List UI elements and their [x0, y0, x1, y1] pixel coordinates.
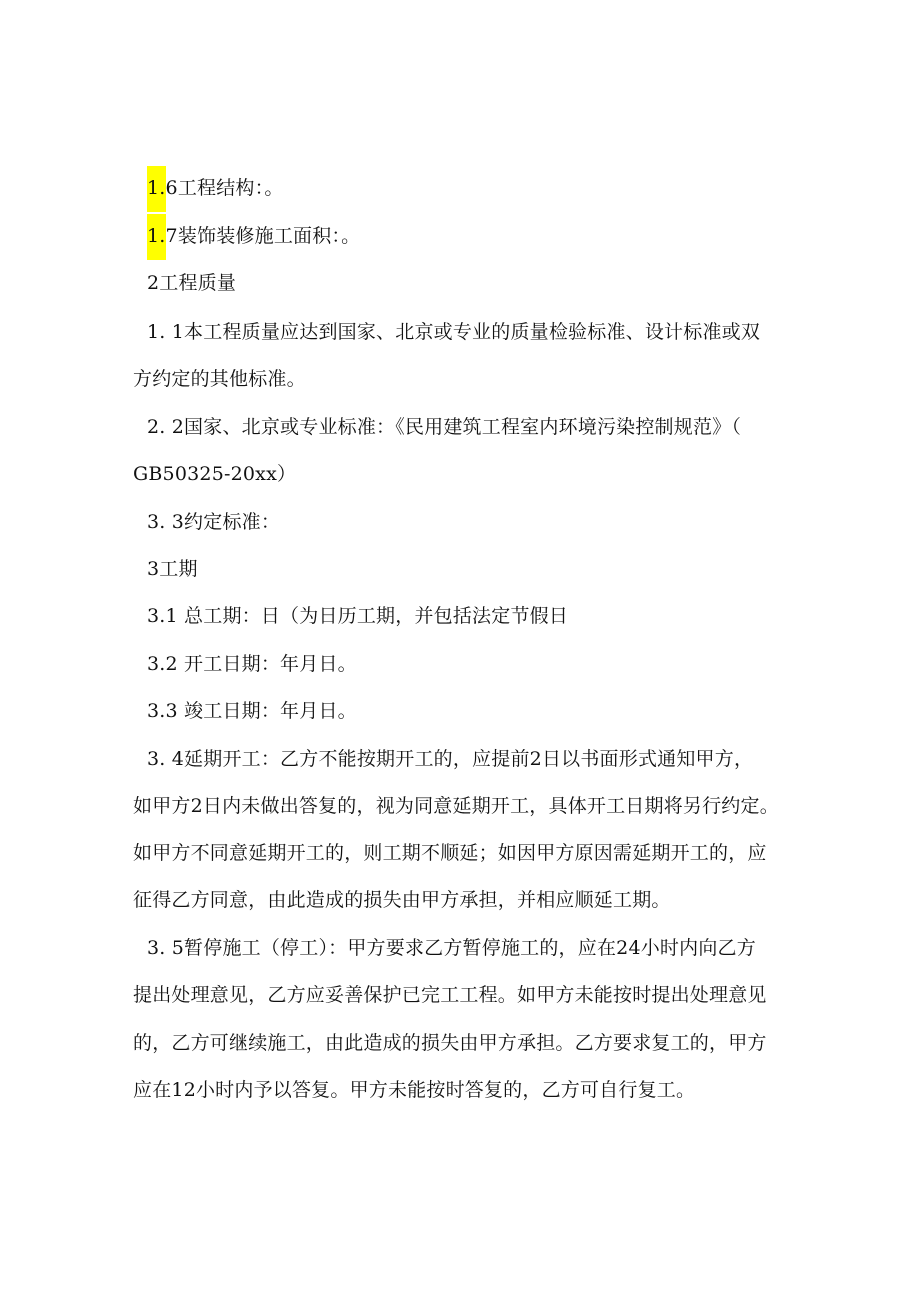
line-1-1: 1. 1本工程质量应达到国家、北京或专业的质量检验标准、设计标准或双: [147, 321, 761, 343]
highlight-mark: 1.: [147, 214, 166, 260]
line-text: 7装饰装修施工面积：。: [165, 225, 361, 247]
section-heading-schedule: 3工期: [147, 558, 198, 580]
line-3-5: 3. 5暂停施工（停工）：甲方要求乙方暂停施工的，应在24小时内向乙方: [147, 937, 756, 959]
line-3-5-cont-2: 的，乙方可继续施工，由此造成的损失由甲方承担。乙方要求复工的，甲方: [133, 1032, 767, 1054]
line-3-5-cont-3: 应在12小时内予以答复。甲方未能按时答复的，乙方可自行复工。: [133, 1079, 696, 1101]
line-3-4-cont-1: 如甲方2日内未做出答复的，视为同意延期开工，具体开工日期将另行约定。: [133, 795, 779, 817]
line-3-2: 3.2 开工日期：年月日。: [147, 653, 357, 675]
line-1-6: [147, 174, 284, 202]
line-3-1: 3.1 总工期：日（为日历工期，并包括法定节假日: [147, 605, 569, 627]
line-1-1-cont: 方约定的其他标准。: [133, 368, 306, 390]
line-2-2-cont: GB50325-20xx）: [133, 463, 297, 485]
section-heading-quality: 2工程质量: [147, 272, 237, 294]
line-3-5-cont-1: 提出处理意见，乙方应妥善保护已完工工程。如甲方未能按时提出处理意见: [133, 984, 767, 1006]
line-2-2: 2. 2国家、北京或专业标准：《民用建筑工程室内环境污染控制规范》（: [147, 416, 742, 438]
line-3-3-completion: 3.3 竣工日期：年月日。: [147, 700, 357, 722]
highlight-mark: 1.: [147, 166, 166, 212]
line-1-7: [147, 222, 360, 250]
line-3-4-cont-3: 征得乙方同意，由此造成的损失由甲方承担，并相应顺延工期。: [133, 889, 671, 911]
line-text: 6工程结构：。: [165, 177, 284, 199]
line-3-4: 3. 4延期开工：乙方不能按期开工的，应提前2日以书面形式通知甲方，: [147, 748, 754, 770]
line-3-4-cont-2: 如甲方不同意延期开工的，则工期不顺延；如因甲方原因需延期开工的，应: [133, 842, 767, 864]
line-3-3: 3. 3约定标准：: [147, 511, 281, 533]
